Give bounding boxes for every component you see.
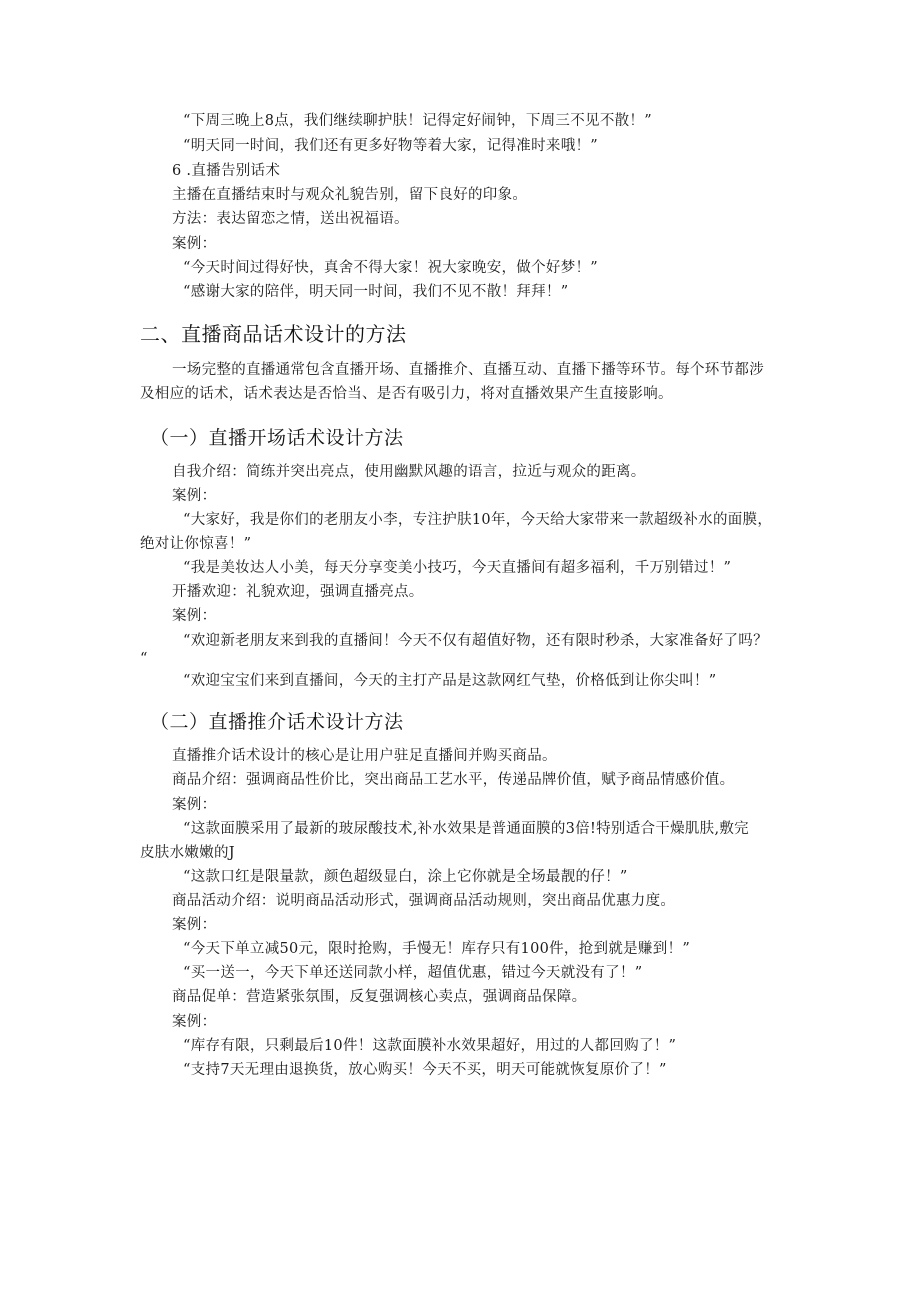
urgency-text: 商品促单：营造紧张氛围，反复强调核心卖点，强调商品保障。 bbox=[172, 989, 587, 1005]
case-label: 案例： bbox=[172, 797, 217, 813]
farewell-example-1: “今天时间过得好快，真舍不得大家！祝大家晚安，做个好梦！” bbox=[183, 260, 599, 276]
farewell-example-2: “感谢大家的陪伴，明天同一时间，我们不见不散！拜拜！” bbox=[183, 284, 569, 300]
opening-example-1-line-2: 绝对让你惊喜！” bbox=[140, 536, 252, 552]
product-intro-text: 商品介绍：强调商品性价比，突出商品工艺水平，传递品牌价值，赋予商品情感价值。 bbox=[172, 772, 735, 788]
product-example-1-line-1: “这款面膜采用了最新的玻尿酸技术,补水效果是普通面膜的3倍!特别适合干燥肌肤,敷完 bbox=[183, 821, 749, 837]
section-intro-line-2: 及相应的话术，话术表达是否恰当、是否有吸引力，将对直播效果产生直接影响。 bbox=[140, 386, 673, 402]
self-intro-text: 自我介绍：简练并突出亮点，使用幽默风趣的语言，拉近与观众的距离。 bbox=[172, 464, 646, 480]
case-label: 案例： bbox=[172, 917, 217, 933]
farewell-description: 主播在直播结束时与观众礼貌告别，留下良好的印象。 bbox=[172, 187, 528, 203]
farewell-title: 6 .直播告别话术 bbox=[172, 163, 281, 179]
activity-example-2: “买一送一，今天下单还送同款小样，超值优惠，错过今天就没有了！” bbox=[183, 965, 643, 981]
product-example-2: “这款口红是限量款，颜色超级显白，涂上它你就是全场最靓的仔！” bbox=[183, 869, 628, 885]
section-intro-line-1: 一场完整的直播通常包含直播开场、直播推介、直播互动、直播下播等环节。每个环节都涉 bbox=[172, 362, 764, 378]
section-heading: 二、直播商品话术设计的方法 bbox=[140, 322, 407, 346]
opening-example-1-line-1: “大家好，我是你们的老朋友小李，专注护肤10年，今天给大家带来一款超级补水的面膜， bbox=[183, 512, 773, 528]
urgency-example-1: “库存有限，只剩最后10件！这款面膜补水效果超好，用过的人都回购了！” bbox=[183, 1038, 677, 1054]
promotion-core-text: 直播推介话术设计的核心是让用户驻足直播间并购买商品。 bbox=[172, 748, 557, 764]
product-example-1-line-2: 皮肤水嫩嫩的J bbox=[140, 845, 235, 861]
welcome-example-2: “欢迎宝宝们来到直播间，今天的主打产品是这款网红气垫，价格低到让你尖叫！” bbox=[183, 673, 717, 689]
case-label: 案例： bbox=[172, 1014, 217, 1030]
welcome-example-1-line-1: “欢迎新老朋友来到我的直播间！今天不仅有超值好物，还有限时秒杀，大家准备好了吗？ bbox=[183, 633, 768, 649]
activity-example-1: “今天下单立减50元，限时抢购，手慢无！库存只有100件，抢到就是赚到！” bbox=[183, 941, 691, 957]
closing-example-2: “明天同一时间，我们还有更多好物等着大家，记得准时来哦！” bbox=[183, 138, 599, 154]
activity-intro-text: 商品活动介绍：说明商品活动形式，强调商品活动规则，突出商品优惠力度。 bbox=[172, 893, 676, 909]
subsection-heading-promotion: （二）直播推介话术设计方法 bbox=[150, 711, 404, 733]
subsection-heading-opening: （一）直播开场话术设计方法 bbox=[150, 427, 404, 449]
farewell-case-label: 案例： bbox=[172, 236, 217, 252]
closing-example-1: “下周三晚上8点，我们继续聊护肤！记得定好闹钟，下周三不见不散！” bbox=[183, 113, 652, 129]
case-label: 案例： bbox=[172, 608, 217, 624]
opening-example-2: “我是美妆达人小美，每天分享变美小技巧，今天直播间有超多福利，千万别错过！” bbox=[183, 560, 732, 576]
welcome-text: 开播欢迎：礼貌欢迎，强调直播亮点。 bbox=[172, 584, 424, 600]
farewell-method: 方法：表达留恋之情，送出祝福语。 bbox=[172, 211, 409, 227]
urgency-example-2: “支持7天无理由退换货，放心购买！今天不买，明天可能就恢复原价了！” bbox=[183, 1062, 667, 1078]
welcome-example-1-line-2: “ bbox=[140, 651, 148, 667]
case-label: 案例： bbox=[172, 488, 217, 504]
